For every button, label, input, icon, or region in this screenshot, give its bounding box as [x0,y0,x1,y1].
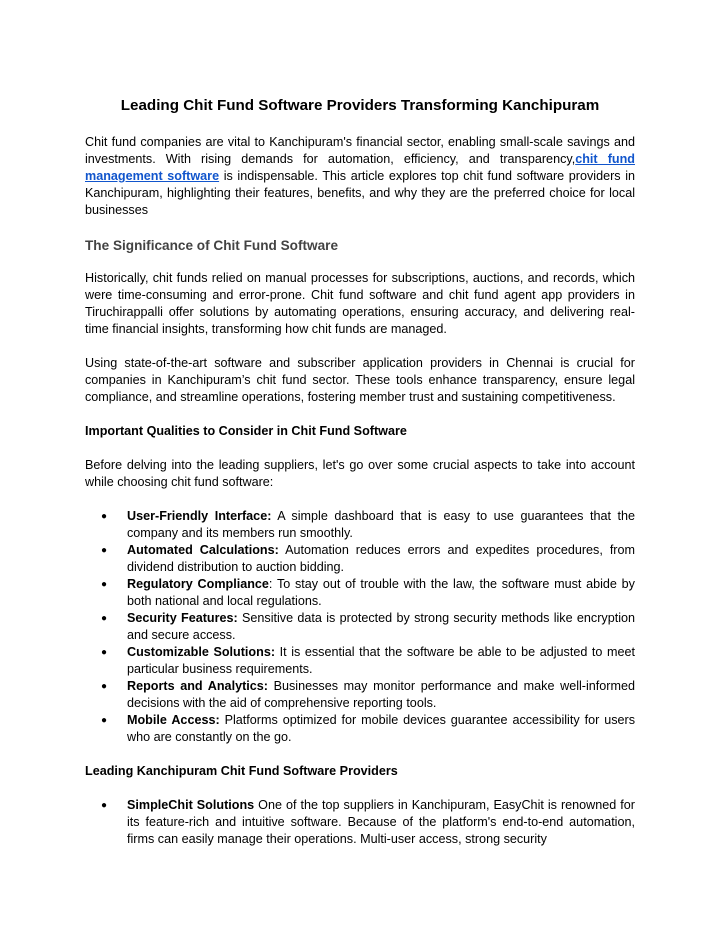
bullet-icon: ● [101,579,108,590]
list-item-text: Automation reduces errors and expedites procedures, from dividend distribution to auction bidding. [127,543,636,574]
list-item-term: Regulatory Compliance [127,577,269,591]
intro-text-after: is indispensable. This article explores top chit fund software providers in Kanchipuram, highlighting their features, benefits, and why they are the preferred choice for local businesses [85,169,635,217]
bullet-icon: ● [101,647,108,658]
list-item-term: Customizable Solutions: [127,645,276,659]
section-significance-heading: The Significance of Chit Fund Software [85,238,339,253]
list-item-term: Automated Calculations: [127,543,279,557]
bullet-icon: ● [101,613,108,624]
section-qualities-heading: Important Qualities to Consider in Chit Fund Software [85,424,407,438]
qualities-intro-paragraph: Before delving into the leading suppliers, let's go over some crucial aspects to take into account while choosing chit fund software: [85,458,635,489]
list-item-term: Reports and Analytics: [127,679,268,693]
list-item [85,542,635,576]
list-item [85,797,635,848]
list-item-text: A simple dashboard that is easy to use guarantees that the company and its members run smoothly. [127,509,635,540]
bullet-icon: ● [101,511,108,522]
list-item-term: User-Friendly Interface: [127,509,272,523]
bullet-icon: ● [101,715,108,726]
list-item-term: SimpleChit Solutions [127,798,255,812]
document-page [85,96,635,865]
list-item-term: Mobile Access: [127,713,220,727]
list-item [85,712,635,746]
list-item [85,508,635,542]
intro-paragraph [85,134,635,219]
significance-paragraph-1: Historically, chit funds relied on manual processes for subscriptions, auctions, and records, which were time-consuming and error-prone. Chit fund software and chit fund agent app providers in Tiruchirappalli offer solutions by automating operations, ensuring accuracy, and delivering real-time financial insights, transforming how chit funds are managed. [85,271,635,336]
providers-list [85,797,635,848]
qualities-list [85,508,635,746]
list-item [85,610,635,644]
list-item-text: Businesses may monitor performance and make well-informed decisions with the aid of comprehensive reporting tools. [127,679,635,710]
bullet-icon: ● [101,800,108,811]
bullet-icon: ● [101,545,108,556]
list-item-text: Sensitive data is protected by strong security methods like encryption and secure access. [127,611,636,642]
list-item-term: Security Features: [127,611,238,625]
list-item-text: : To stay out of trouble with the law, the software must abide by both national and local regulations. [127,577,635,608]
list-item-text: Platforms optimized for mobile devices guarantee accessibility for users who are constantly on the go. [127,713,635,744]
intro-text-before: Chit fund companies are vital to Kanchipuram's financial sector, enabling small-scale savings and investments. With rising demands for automation, efficiency, and transparency, [85,135,635,166]
section-providers-heading: Leading Kanchipuram Chit Fund Software Providers [85,764,398,778]
list-item [85,678,635,712]
list-item-text: One of the top suppliers in Kanchipuram, EasyChit is renowned for its feature-rich and intuitive software. Because of the platform's end-to-end automation, firms can easily manage their operations. Multi-user access, strong security [127,798,635,846]
chit-fund-software-link-text: chit fund management software [85,152,635,183]
list-item [85,644,635,678]
list-item [85,576,635,610]
document-title: Leading Chit Fund Software Providers Transforming Kanchipuram [120,97,600,114]
list-item-text: It is essential that the software be able to be adjusted to meet particular business requirements. [127,645,635,676]
significance-paragraph-2: Using state-of-the-art software and subscriber application providers in Chennai is crucial for companies in Kanchipuram’s chit fund sector. These tools enhance transparency, ensure legal compliance, and streamline operations, fostering member trust and sustaining competitiveness. [85,356,635,404]
bullet-icon: ● [101,681,108,692]
